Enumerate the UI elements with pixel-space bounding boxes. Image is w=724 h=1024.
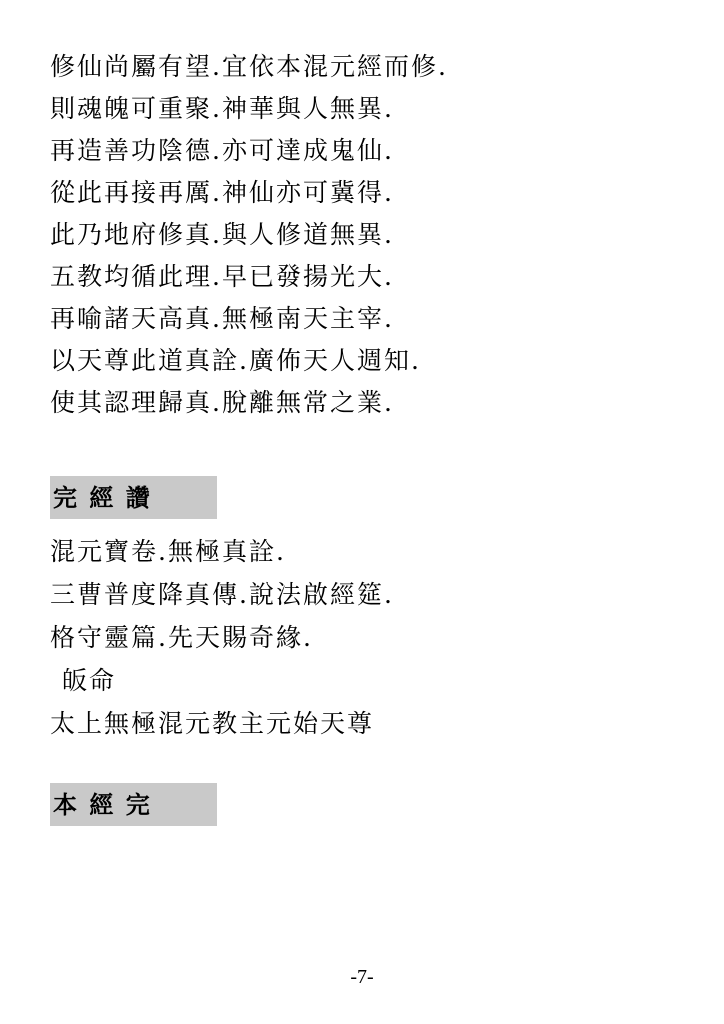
praise-block bbox=[50, 530, 670, 745]
verse-line-1: 修仙尚屬有望.宜依本混元經而修. bbox=[50, 52, 448, 81]
verse-line-4: 從此再接再厲.神仙亦可冀得. bbox=[50, 178, 394, 207]
invocation-line: 太上無極混元教主元始天尊 bbox=[50, 709, 375, 738]
verse-line-7: 再喻諸天高真.無極南天主宰. bbox=[50, 304, 394, 333]
verse-line-3: 再造善功陰德.亦可達成鬼仙. bbox=[50, 136, 394, 165]
verse-block bbox=[50, 46, 670, 424]
praise-header: 完 經 讚 bbox=[50, 476, 217, 519]
verse-line-5: 此乃地府修真.與人修道無異. bbox=[50, 220, 394, 249]
invocation-header: 皈命 bbox=[62, 666, 117, 695]
praise-line-1: 混元寶卷.無極真詮. bbox=[50, 537, 286, 566]
page-number: -7- bbox=[350, 966, 374, 988]
closing-header: 本 經 完 bbox=[50, 783, 217, 826]
praise-line-2: 三曹普度降真傳.說法啟經筵. bbox=[50, 580, 394, 609]
verse-line-6: 五教均循此理.早已發揚光大. bbox=[50, 262, 394, 291]
verse-line-8: 以天尊此道真詮.廣佈天人週知. bbox=[50, 346, 421, 375]
praise-line-3: 格守靈篇.先天賜奇緣. bbox=[50, 623, 313, 652]
verse-line-9: 使其認理歸真.脫離無常之業. bbox=[50, 388, 394, 417]
verse-line-2: 則魂魄可重聚.神華與人無異. bbox=[50, 94, 394, 123]
